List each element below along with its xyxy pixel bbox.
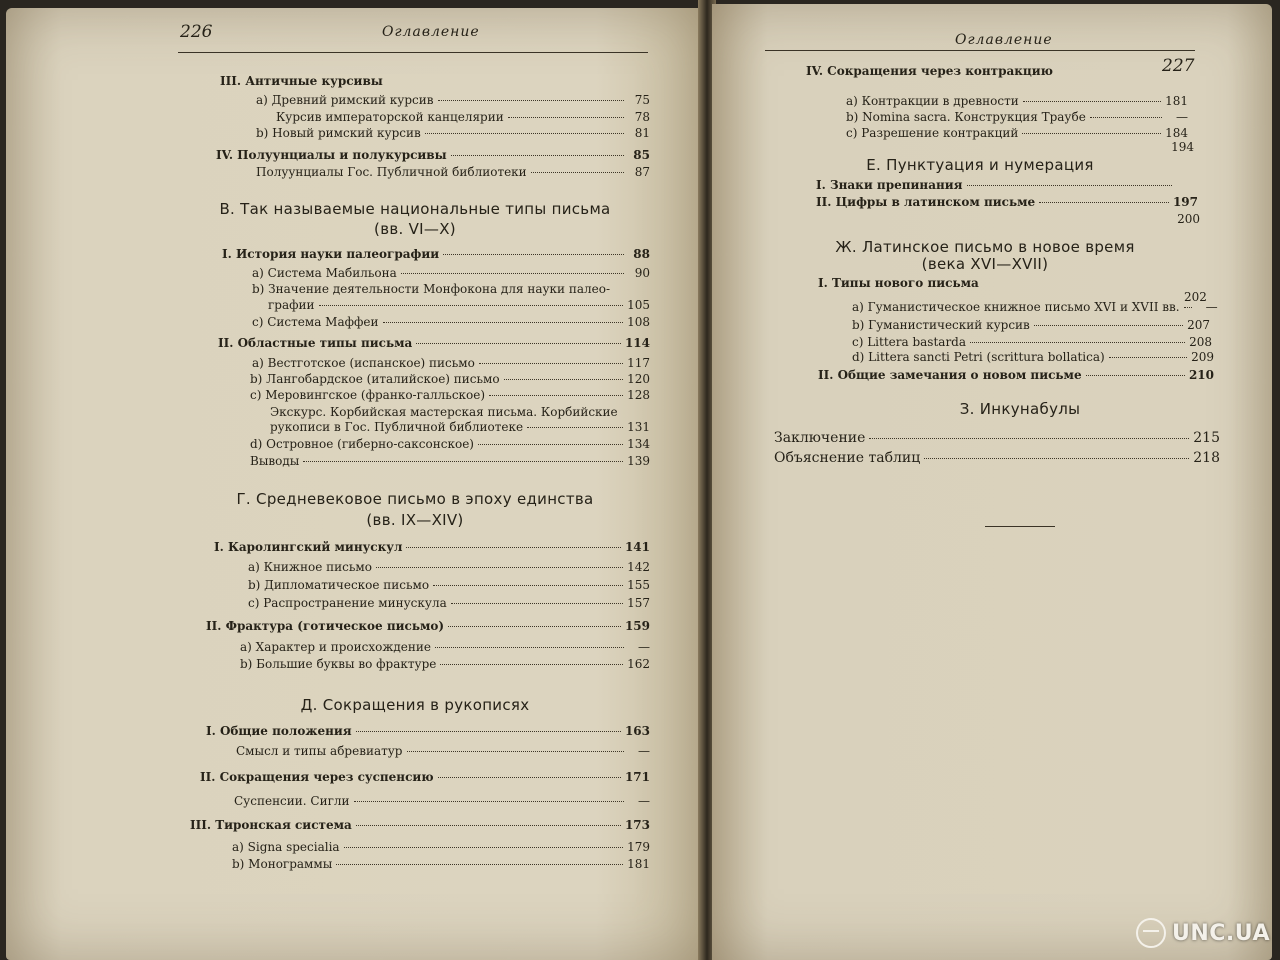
- left-page-number: 226: [180, 22, 213, 42]
- toc-entry: II. Цифры в латинском письме 197: [816, 195, 1198, 209]
- toc-entry: III. Тиронская система 173: [190, 818, 650, 832]
- section-g-period: (вв. IX—XIV): [366, 511, 464, 529]
- toc-entry: a) Контракции в древности 181: [846, 94, 1188, 108]
- toc-entry: II. Областные типы письма 114: [218, 336, 650, 350]
- toc-entry: a) Система Мабильона 90: [252, 266, 650, 280]
- toc-entry: a) Signa specialia 179: [232, 840, 650, 854]
- toc-entry: I. Каролингский минускул 141: [214, 540, 650, 554]
- toc-entry: c) Система Маффеи 108: [252, 315, 650, 329]
- right-running-head: Оглавление: [955, 32, 1053, 48]
- toc-entry: b) Монограммы 181: [232, 857, 650, 871]
- toc-entry: IV. Полуунциалы и полукурсивы 85: [216, 148, 650, 162]
- toc-entry: b) Nomina sacra. Конструкция Траубе —: [846, 110, 1188, 124]
- toc-entry: a) Книжное письмо 142: [248, 560, 650, 574]
- left-header-rule: [178, 52, 648, 53]
- toc-entry: рукописи в Гос. Публичной библиотеке 131: [270, 420, 650, 434]
- section-z-title: З. Инкунабулы: [959, 400, 1081, 418]
- toc-entry: II. Сокращения через суспенсию 171: [200, 770, 650, 784]
- toc-entry: I. История науки палеографии 88: [222, 247, 650, 261]
- toc-entry: a) Вестготское (испанское) письмо 117: [252, 356, 650, 370]
- toc-entry: IV. Сокращения через контракцию: [806, 64, 1053, 78]
- watermark-text: UNC.UA: [1172, 920, 1270, 946]
- toc-entry: c) Меровингское (франко-галльское) 128: [250, 388, 650, 402]
- toc-entry: b) Лангобардское (италийское) письмо 120: [250, 372, 650, 386]
- toc-entry: Экскурс. Корбийская мастерская письма. Корбийские: [270, 405, 618, 419]
- right-header-rule: [765, 50, 1195, 51]
- toc-entry: Полуунциалы Гос. Публичной библиотеки 87: [256, 165, 650, 179]
- toc-entry: III. Античные курсивы: [220, 74, 383, 88]
- toc-entry: 200: [1177, 212, 1200, 226]
- toc-entry: b) Большие буквы во фрактуре 162: [240, 657, 650, 671]
- toc-entry-tables: Объяснение таблиц 218: [774, 450, 1220, 466]
- toc-entry: a) Характер и происхождение —: [240, 640, 650, 654]
- section-e-title: Е. Пунктуация и нумерация: [866, 156, 1094, 174]
- right-page-number: 227: [1162, 56, 1195, 76]
- toc-entry: a) Гуманистическое книжное письмо XVI и XVII вв. —: [852, 300, 1218, 314]
- toc-entry: Выводы 139: [250, 454, 650, 468]
- section-v-period: (вв. VI—X): [374, 220, 456, 238]
- section-g-title: Г. Средневековое письмо в эпоху единства: [236, 490, 594, 508]
- toc-entry: II. Общие замечания о новом письме 210: [818, 368, 1214, 382]
- toc-entry: I. Знаки препинания: [816, 178, 1176, 192]
- toc-entry: II. Фрактура (готическое письмо) 159: [206, 619, 650, 633]
- toc-entry: c) Распространение минускула 157: [248, 596, 650, 610]
- toc-entry: b) Новый римский курсив 81: [256, 126, 650, 140]
- toc-entry: Смысл и типы абревиатур —: [236, 744, 650, 758]
- section-zh-title: Ж. Латинское письмо в новое время: [835, 238, 1135, 256]
- toc-entry-conclusion: Заключение 215: [774, 430, 1220, 446]
- toc-entry: c) Littera bastarda 208: [852, 335, 1212, 349]
- toc-entry-page: 202: [1184, 290, 1207, 304]
- section-zh-period: (века XVI—XVII): [921, 255, 1049, 273]
- toc-entry: 194: [1171, 140, 1194, 154]
- toc-entry: c) Разрешение контракций 184: [846, 126, 1188, 140]
- toc-entry: d) Островное (гиберно-саксонское) 134: [250, 437, 650, 451]
- left-running-head: Оглавление: [382, 24, 480, 40]
- section-v-title: В. Так называемые национальные типы письма: [219, 200, 611, 218]
- toc-entry: графии 105: [268, 298, 650, 312]
- watermark: [1136, 918, 1270, 948]
- section-d-title: Д. Сокращения в рукописях: [300, 696, 530, 714]
- closing-rule: [985, 526, 1055, 527]
- toc-entry: Суспенсии. Сигли —: [234, 794, 650, 808]
- toc-entry: I. Типы нового письма: [818, 276, 979, 290]
- toc-entry: b) Дипломатическое письмо 155: [248, 578, 650, 592]
- toc-entry: Курсив императорской канцелярии 78: [276, 110, 650, 124]
- toc-entry: I. Общие положения 163: [206, 724, 650, 738]
- toc-entry: a) Древний римский курсив 75: [256, 93, 650, 107]
- watermark-logo-icon: [1136, 918, 1166, 948]
- toc-entry: b) Гуманистический курсив 207: [852, 318, 1210, 332]
- toc-entry: d) Littera sancti Petri (scrittura bollatica) 209: [852, 350, 1214, 364]
- toc-entry: b) Значение деятельности Монфокона для науки палео-: [252, 282, 611, 296]
